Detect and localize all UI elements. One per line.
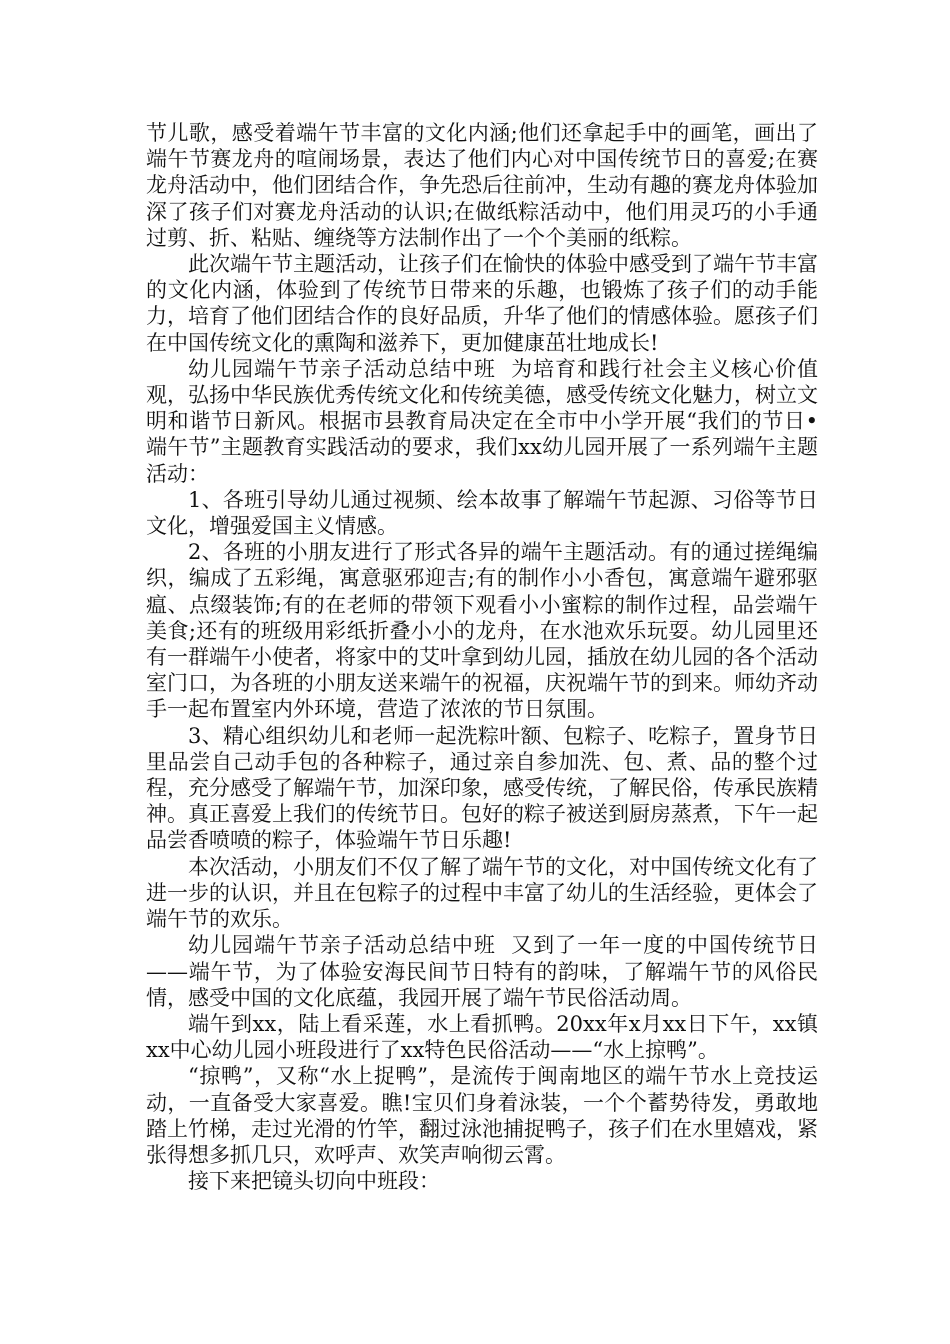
paragraph-item-2: 2、各班的小朋友进行了形式各异的端午主题活动。有的通过搓绳编织，编成了五彩绳，寓意驱邪迎吉;有的制作小小香包，寓意端午避邪驱瘟、点缀装饰;有的在老师的带领下观看小小蜜粽的制作过程，品尝端午美食;还有的班级用彩纸折叠小小的龙舟，在水池欢乐玩耍。幼儿园里还有一群端午小使者，将家中的艾叶拿到幼儿园，插放在幼儿园的各个活动室门口，为各班的小朋友送来端午的祝福，庆祝端午节的到来。师幼齐动手一起布置室内外环境，营造了浓浓的节日氛围。 bbox=[146, 540, 818, 722]
paragraph-section-2-conclusion: 本次活动，小朋友们不仅了解了端午节的文化，对中国传统文化有了进一步的认识，并且在包粽子的过程中丰富了幼儿的生活经验，更体会了端午节的欢乐。 bbox=[146, 854, 818, 932]
paragraph-event-date: 端午到xx，陆上看采莲，水上看抓鸭。20xx年x月xx日下午，xx镇xx中心幼儿园小班段进行了xx特色民俗活动——“水上掠鸭”。 bbox=[146, 1011, 818, 1063]
paragraph-duck-description: “掠鸭”，又称“水上捉鸭”，是流传于闽南地区的端午节水上竞技运动，一直备受大家喜爱。瞧!宝贝们身着泳装，一个个蓄势待发，勇敢地踏上竹梯，走过光滑的竹竿，翻过泳池捕捉鸭子，孩子们在水里嬉戏，紧张得想多抓几只，欢呼声、欢笑声响彻云霄。 bbox=[146, 1064, 818, 1167]
paragraph-item-1: 1、各班引导幼儿通过视频、绘本故事了解端午节起源、习俗等节日文化，增强爱国主义情感。 bbox=[146, 487, 818, 539]
paragraph-item-3: 3、精心组织幼儿和老师一起洗粽叶额、包粽子、吃粽子，置身节日里品尝自己动手包的各种粽子，通过亲自参加洗、包、煮、品的整个过程，充分感受了解端午节，加深印象，感受传统，了解民俗，传承民族精神。真正喜爱上我们的传统节日。包好的粽子被送到厨房蒸煮，下午一起品尝香喷喷的粽子，体验端午节日乐趣! bbox=[146, 723, 818, 853]
paragraph-summary: 此次端午节主题活动，让孩子们在愉快的体验中感受到了端午节丰富的文化内涵，体验到了传统节日带来的乐趣，也锻炼了孩子们的动手能力，培育了他们团结合作的良好品质，升华了他们的情感体验。愿孩子们在中国传统文化的熏陶和滋养下，更加健康茁壮地成长! bbox=[146, 252, 818, 355]
paragraph-continued-intro: 节儿歌，感受着端午节丰富的文化内涵;他们还拿起手中的画笔，画出了端午节赛龙舟的喧闹场景，表达了他们内心对中国传统节日的喜爱;在赛龙舟活动中，他们团结合作，争先恐后往前冲，生动有趣的赛龙舟体验加深了孩子们对赛龙舟活动的认识;在做纸粽活动中，他们用灵巧的小手通过剪、折、粘贴、缠绕等方法制作出了一个个美丽的纸粽。 bbox=[146, 121, 818, 250]
paragraph-section-3-intro: 幼儿园端午节亲子活动总结中班 又到了一年一度的中国传统节日——端午节，为了体验安海民间节日特有的韵味，了解端午节的风俗民情，感受中国的文化底蕴，我园开展了端午节民俗活动周。 bbox=[146, 933, 818, 1010]
paragraph-transition: 接下来把镜头切向中班段： bbox=[188, 1169, 440, 1194]
paragraph-section-2-intro: 幼儿园端午节亲子活动总结中班 为培育和践行社会主义核心价值观，弘扬中华民族优秀传统文化和传统美德，感受传统文化魅力，树立文明和谐节日新风。根据市县教育局决定在全市中小学开展“我们的节日•端午节”主题教育实践活动的要求，我们xx幼儿园开展了一系列端午主题活动： bbox=[146, 356, 818, 486]
document-body bbox=[146, 120, 818, 1194]
